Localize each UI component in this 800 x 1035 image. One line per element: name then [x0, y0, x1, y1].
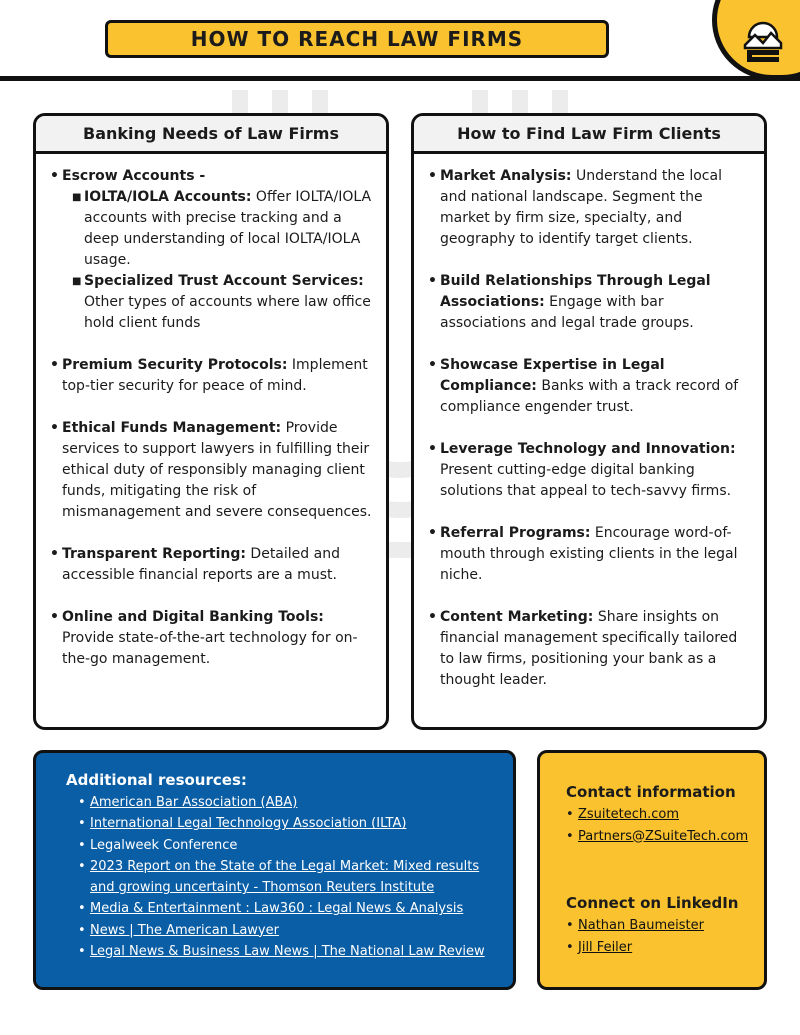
- list-item: [566, 937, 764, 959]
- item-text: Present cutting-edge digital banking solutions that appeal to tech-savvy firms.: [440, 462, 732, 499]
- website-link[interactable]: Zsuitetech.com: [578, 807, 680, 822]
- list-item: [66, 792, 513, 813]
- linkedin-link-nathan[interactable]: Nathan Baumeister: [578, 918, 704, 933]
- banking-needs-panel: [33, 113, 389, 730]
- bullet-icon: •: [428, 609, 437, 625]
- list-item: [66, 920, 513, 941]
- resource-link-thomson-reuters-cont[interactable]: and growing uncertainty - Thomson Reuters Institute: [90, 880, 435, 896]
- list-item: [428, 607, 750, 691]
- resource-link-law360[interactable]: Media & Entertainment : Law360 : Legal News & Analysis: [90, 901, 464, 917]
- email-link[interactable]: Partners@ZSuiteTech.com: [578, 828, 749, 844]
- list-item: [66, 813, 513, 834]
- item-text: Provide services to support lawyers in fulfilling their ethical duty of responsibly managing client funds, mitigating the risk of mismanagement and severe consequences.: [62, 420, 372, 520]
- linkedin-link-jill[interactable]: Jill Feiler: [578, 939, 633, 955]
- list-item: [66, 835, 513, 856]
- bullet-icon: •: [78, 901, 86, 917]
- iolta-text: Offer IOLTA/IOLA accounts with precise tracking and a deep understanding of local IOLTA/IOLA usage.: [84, 189, 372, 268]
- banking-needs-heading: Banking Needs of Law Firms: [36, 116, 386, 154]
- list-item: [50, 607, 372, 670]
- item-label: Build Relationships Through Legal Associations:: [440, 273, 711, 310]
- list-item: [50, 355, 372, 397]
- list-item: [66, 898, 513, 919]
- bullet-icon: •: [428, 525, 437, 541]
- item-label: Leverage Technology and Innovation:: [440, 441, 736, 457]
- list-item: [428, 271, 750, 334]
- linkedin-title: Connect on LinkedIn: [566, 894, 739, 912]
- zsuite-mountain-logo-icon: [741, 17, 785, 63]
- item-text: Implement top-tier security for peace of mind.: [62, 357, 368, 394]
- resource-legalweek: Legalweek Conference: [90, 837, 238, 853]
- page-title: HOW TO REACH LAW FIRMS: [105, 20, 609, 58]
- item-text: Understand the local and national landscape. Segment the market by firm size, specialty, and geography to identify target clients.: [440, 168, 722, 247]
- item-text: Provide state-of-the-art technology for on-the-go management.: [62, 630, 358, 667]
- item-label: Ethical Funds Management:: [62, 420, 282, 436]
- list-item: [428, 166, 750, 250]
- item-label: Referral Programs:: [440, 525, 591, 541]
- bullet-icon: •: [428, 168, 437, 184]
- contact-box: [537, 750, 767, 990]
- contact-title: Contact information: [566, 783, 736, 801]
- bullet-icon: •: [566, 828, 574, 844]
- bullet-icon: •: [78, 837, 86, 853]
- bullet-icon: •: [428, 441, 437, 457]
- list-item: [566, 826, 764, 848]
- escrow-accounts-item: [50, 166, 372, 334]
- item-label: Transparent Reporting:: [62, 546, 246, 562]
- resource-link-american-lawyer[interactable]: News | The American Lawyer: [90, 922, 279, 938]
- bullet-icon: •: [78, 858, 86, 874]
- bullet-icon: •: [50, 546, 59, 562]
- resource-link-national-law-review[interactable]: Legal News & Business Law News | The National Law Review: [90, 944, 485, 960]
- item-label: Market Analysis:: [440, 168, 572, 184]
- square-bullet-icon: ■: [72, 276, 82, 287]
- bullet-icon: •: [78, 795, 86, 810]
- resource-link-ilta[interactable]: International Legal Technology Association (ILTA): [90, 816, 407, 832]
- escrow-heading: Escrow Accounts -: [62, 168, 206, 184]
- bullet-icon: •: [50, 357, 59, 373]
- bullet-icon: •: [50, 168, 59, 184]
- bullet-icon: •: [78, 944, 86, 960]
- additional-resources-box: [33, 750, 516, 990]
- bullet-icon: •: [78, 922, 86, 938]
- bullet-icon: •: [428, 357, 437, 373]
- list-item-continuation: [66, 877, 513, 898]
- item-label: Showcase Expertise in Legal Compliance:: [440, 357, 665, 394]
- list-item: [428, 355, 750, 418]
- item-text: Encourage word-of-mouth through existing clients in the legal niche.: [440, 525, 738, 583]
- list-item: [566, 804, 764, 826]
- square-bullet-icon: ■: [72, 192, 82, 203]
- item-label: Content Marketing:: [440, 609, 594, 625]
- bullet-icon: •: [566, 807, 574, 822]
- resources-title: Additional resources:: [66, 771, 247, 789]
- resource-link-aba[interactable]: American Bar Association (ABA): [90, 795, 298, 810]
- list-item: [428, 439, 750, 502]
- list-item: [66, 856, 513, 877]
- list-item: [50, 544, 372, 586]
- iolta-label: IOLTA/IOLA Accounts:: [84, 189, 252, 205]
- item-text: Engage with bar associations and legal trade groups.: [440, 294, 694, 331]
- item-text: Banks with a track record of compliance engender trust.: [440, 378, 739, 415]
- header-divider: [0, 76, 800, 81]
- bullet-icon: •: [50, 609, 59, 625]
- find-clients-panel: [411, 113, 767, 730]
- trust-subitem: [50, 271, 372, 334]
- list-item: [428, 523, 750, 586]
- bullet-icon: •: [566, 939, 574, 955]
- bullet-icon: •: [78, 816, 86, 832]
- list-item: [66, 941, 513, 962]
- item-text: Detailed and accessible financial reports are a must.: [62, 546, 340, 583]
- bullet-icon: •: [428, 273, 437, 289]
- bullet-icon: •: [566, 918, 574, 933]
- bullet-icon: •: [50, 420, 59, 436]
- find-clients-heading: How to Find Law Firm Clients: [414, 116, 764, 154]
- item-text: Share insights on financial management specifically tailored to law firms, positioning your bank as a thought leader.: [440, 609, 738, 688]
- bullet-spacer: [66, 877, 78, 898]
- item-label: Premium Security Protocols:: [62, 357, 288, 373]
- item-label: Online and Digital Banking Tools:: [62, 609, 324, 625]
- trust-text: Other types of accounts where law office hold client funds: [84, 294, 371, 331]
- iolta-subitem: [50, 187, 372, 271]
- resource-link-thomson-reuters[interactable]: 2023 Report on the State of the Legal Market: Mixed results: [90, 858, 480, 874]
- list-item: [566, 915, 764, 937]
- list-item: [50, 418, 372, 523]
- trust-label: Specialized Trust Account Services:: [84, 273, 364, 289]
